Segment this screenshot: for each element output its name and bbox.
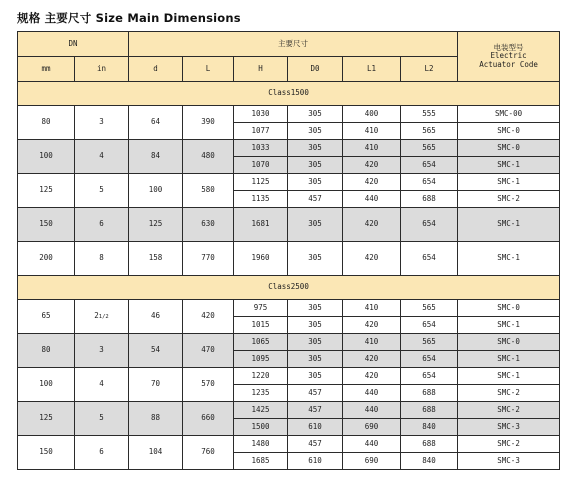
cell-l: 760	[183, 436, 234, 470]
header-l1: L1	[343, 57, 401, 82]
cell-l2: 565	[401, 123, 458, 140]
cell-d: 70	[129, 368, 183, 402]
class-row	[18, 276, 560, 300]
header-actuator-cn: 电装型号	[493, 42, 524, 52]
cell-d0: 610	[288, 419, 343, 436]
cell-dn-in: 3	[75, 106, 129, 140]
cell-d: 104	[129, 436, 183, 470]
cell-d0: 457	[288, 191, 343, 208]
cell-l: 420	[183, 300, 234, 334]
header-main-dimensions: 主要尺寸	[129, 32, 458, 57]
cell-dn-mm: 200	[18, 242, 75, 276]
cell-l2: 654	[401, 242, 458, 276]
cell-l: 390	[183, 106, 234, 140]
cell-l1: 440	[343, 402, 401, 419]
cell-dn-mm: 80	[18, 106, 75, 140]
cell-l2: 565	[401, 334, 458, 351]
cell-d0: 305	[288, 157, 343, 174]
cell-l2: 654	[401, 317, 458, 334]
cell-l1: 410	[343, 300, 401, 317]
cell-d: 46	[129, 300, 183, 334]
header-dn: DN	[18, 32, 129, 57]
cell-d0: 305	[288, 106, 343, 123]
cell-d0: 305	[288, 351, 343, 368]
cell-d0: 457	[288, 436, 343, 453]
cell-l2: 565	[401, 140, 458, 157]
cell-l: 480	[183, 140, 234, 174]
table-row	[18, 402, 560, 419]
cell-dn-mm: 65	[18, 300, 75, 334]
cell-actuator-code: SMC-00	[458, 106, 560, 123]
cell-d0: 305	[288, 368, 343, 385]
cell-l2: 840	[401, 419, 458, 436]
cell-l2: 654	[401, 208, 458, 242]
cell-l2: 688	[401, 436, 458, 453]
table-row	[18, 334, 560, 351]
cell-l1: 440	[343, 436, 401, 453]
cell-h: 1030	[234, 106, 288, 123]
cell-d0: 610	[288, 453, 343, 470]
cell-actuator-code: SMC-1	[458, 368, 560, 385]
class-label: Class1500	[18, 82, 560, 106]
cell-dn-mm: 100	[18, 368, 75, 402]
cell-h: 975	[234, 300, 288, 317]
class-row	[18, 82, 560, 106]
cell-l2: 654	[401, 368, 458, 385]
cell-l2: 654	[401, 157, 458, 174]
inch-whole: 2	[94, 311, 99, 321]
header-l: L	[183, 57, 234, 82]
cell-h: 1125	[234, 174, 288, 191]
cell-h: 1480	[234, 436, 288, 453]
cell-d: 88	[129, 402, 183, 436]
class-label: Class2500	[18, 276, 560, 300]
cell-dn-in: 6	[75, 208, 129, 242]
cell-l1: 690	[343, 419, 401, 436]
cell-h: 1077	[234, 123, 288, 140]
cell-h: 1235	[234, 385, 288, 402]
cell-dn-mm: 150	[18, 208, 75, 242]
table-row	[18, 140, 560, 157]
page-title: 规格 主要尺寸 Size Main Dimensions	[17, 11, 241, 25]
cell-l: 470	[183, 334, 234, 368]
header-in: in	[75, 57, 129, 82]
header-l2: L2	[401, 57, 458, 82]
cell-actuator-code: SMC-2	[458, 436, 560, 453]
header-mm: mm	[18, 57, 75, 82]
cell-l1: 440	[343, 385, 401, 402]
cell-h: 1070	[234, 157, 288, 174]
cell-l: 630	[183, 208, 234, 242]
cell-l1: 410	[343, 140, 401, 157]
cell-h: 1500	[234, 419, 288, 436]
cell-dn-in: 5	[75, 174, 129, 208]
cell-d0: 305	[288, 123, 343, 140]
cell-l: 660	[183, 402, 234, 436]
cell-h: 1960	[234, 242, 288, 276]
cell-l1: 420	[343, 351, 401, 368]
cell-dn-in: 6	[75, 436, 129, 470]
table-row	[18, 106, 560, 123]
cell-h: 1033	[234, 140, 288, 157]
cell-actuator-code: SMC-2	[458, 191, 560, 208]
cell-dn-in: 3	[75, 334, 129, 368]
cell-actuator-code: SMC-0	[458, 140, 560, 157]
inch-fraction: 1/2	[98, 314, 109, 321]
cell-l2: 565	[401, 300, 458, 317]
cell-l2: 688	[401, 385, 458, 402]
cell-dn-in: 4	[75, 140, 129, 174]
cell-actuator-code: SMC-1	[458, 351, 560, 368]
cell-dn-in: 4	[75, 368, 129, 402]
cell-l: 580	[183, 174, 234, 208]
cell-dn-in	[75, 300, 129, 334]
table-row	[18, 368, 560, 385]
header-d0: D0	[288, 57, 343, 82]
table-row	[18, 300, 560, 317]
cell-h: 1425	[234, 402, 288, 419]
table-row	[18, 208, 560, 242]
cell-dn-in: 8	[75, 242, 129, 276]
cell-d0: 305	[288, 334, 343, 351]
cell-d0: 305	[288, 140, 343, 157]
cell-d0: 305	[288, 317, 343, 334]
cell-d0: 457	[288, 385, 343, 402]
cell-d0: 305	[288, 208, 343, 242]
cell-l2: 654	[401, 174, 458, 191]
cell-l2: 555	[401, 106, 458, 123]
cell-actuator-code: SMC-0	[458, 300, 560, 317]
cell-d: 100	[129, 174, 183, 208]
cell-actuator-code: SMC-2	[458, 402, 560, 419]
cell-dn-mm: 125	[18, 402, 75, 436]
table-row	[18, 242, 560, 276]
cell-d: 84	[129, 140, 183, 174]
table-row	[18, 436, 560, 453]
table-row	[18, 174, 560, 191]
cell-l1: 400	[343, 106, 401, 123]
cell-l1: 420	[343, 157, 401, 174]
cell-l1: 410	[343, 334, 401, 351]
cell-l2: 688	[401, 402, 458, 419]
cell-l: 770	[183, 242, 234, 276]
cell-l1: 420	[343, 208, 401, 242]
cell-actuator-code: SMC-1	[458, 157, 560, 174]
cell-l1: 440	[343, 191, 401, 208]
cell-d: 64	[129, 106, 183, 140]
cell-d0: 305	[288, 174, 343, 191]
cell-h: 1681	[234, 208, 288, 242]
cell-d: 125	[129, 208, 183, 242]
cell-d0: 305	[288, 242, 343, 276]
cell-h: 1220	[234, 368, 288, 385]
cell-actuator-code: SMC-3	[458, 419, 560, 436]
cell-l1: 420	[343, 317, 401, 334]
cell-actuator-code: SMC-1	[458, 242, 560, 276]
cell-l1: 420	[343, 242, 401, 276]
cell-d0: 305	[288, 300, 343, 317]
cell-actuator-code: SMC-1	[458, 208, 560, 242]
cell-dn-mm: 80	[18, 334, 75, 368]
cell-actuator-code: SMC-2	[458, 385, 560, 402]
cell-h: 1135	[234, 191, 288, 208]
cell-d0: 457	[288, 402, 343, 419]
header-actuator-code	[458, 32, 560, 82]
cell-l1: 420	[343, 174, 401, 191]
cell-dn-in: 5	[75, 402, 129, 436]
cell-l1: 410	[343, 123, 401, 140]
dimensions-table	[17, 31, 560, 470]
cell-l1: 690	[343, 453, 401, 470]
cell-h: 1065	[234, 334, 288, 351]
cell-dn-mm: 125	[18, 174, 75, 208]
cell-l1: 420	[343, 368, 401, 385]
cell-l: 570	[183, 368, 234, 402]
cell-dn-mm: 100	[18, 140, 75, 174]
cell-dn-mm: 150	[18, 436, 75, 470]
cell-actuator-code: SMC-1	[458, 317, 560, 334]
cell-d: 158	[129, 242, 183, 276]
cell-actuator-code: SMC-0	[458, 123, 560, 140]
header-d: d	[129, 57, 183, 82]
header-actuator-en1: Electric	[490, 51, 527, 61]
header-actuator-en2: Actuator Code	[479, 59, 538, 69]
cell-h: 1685	[234, 453, 288, 470]
cell-actuator-code: SMC-1	[458, 174, 560, 191]
header-h: H	[234, 57, 288, 82]
cell-l2: 840	[401, 453, 458, 470]
cell-d: 54	[129, 334, 183, 368]
cell-h: 1015	[234, 317, 288, 334]
cell-h: 1095	[234, 351, 288, 368]
cell-actuator-code: SMC-0	[458, 334, 560, 351]
cell-l2: 654	[401, 351, 458, 368]
cell-l2: 688	[401, 191, 458, 208]
cell-actuator-code: SMC-3	[458, 453, 560, 470]
